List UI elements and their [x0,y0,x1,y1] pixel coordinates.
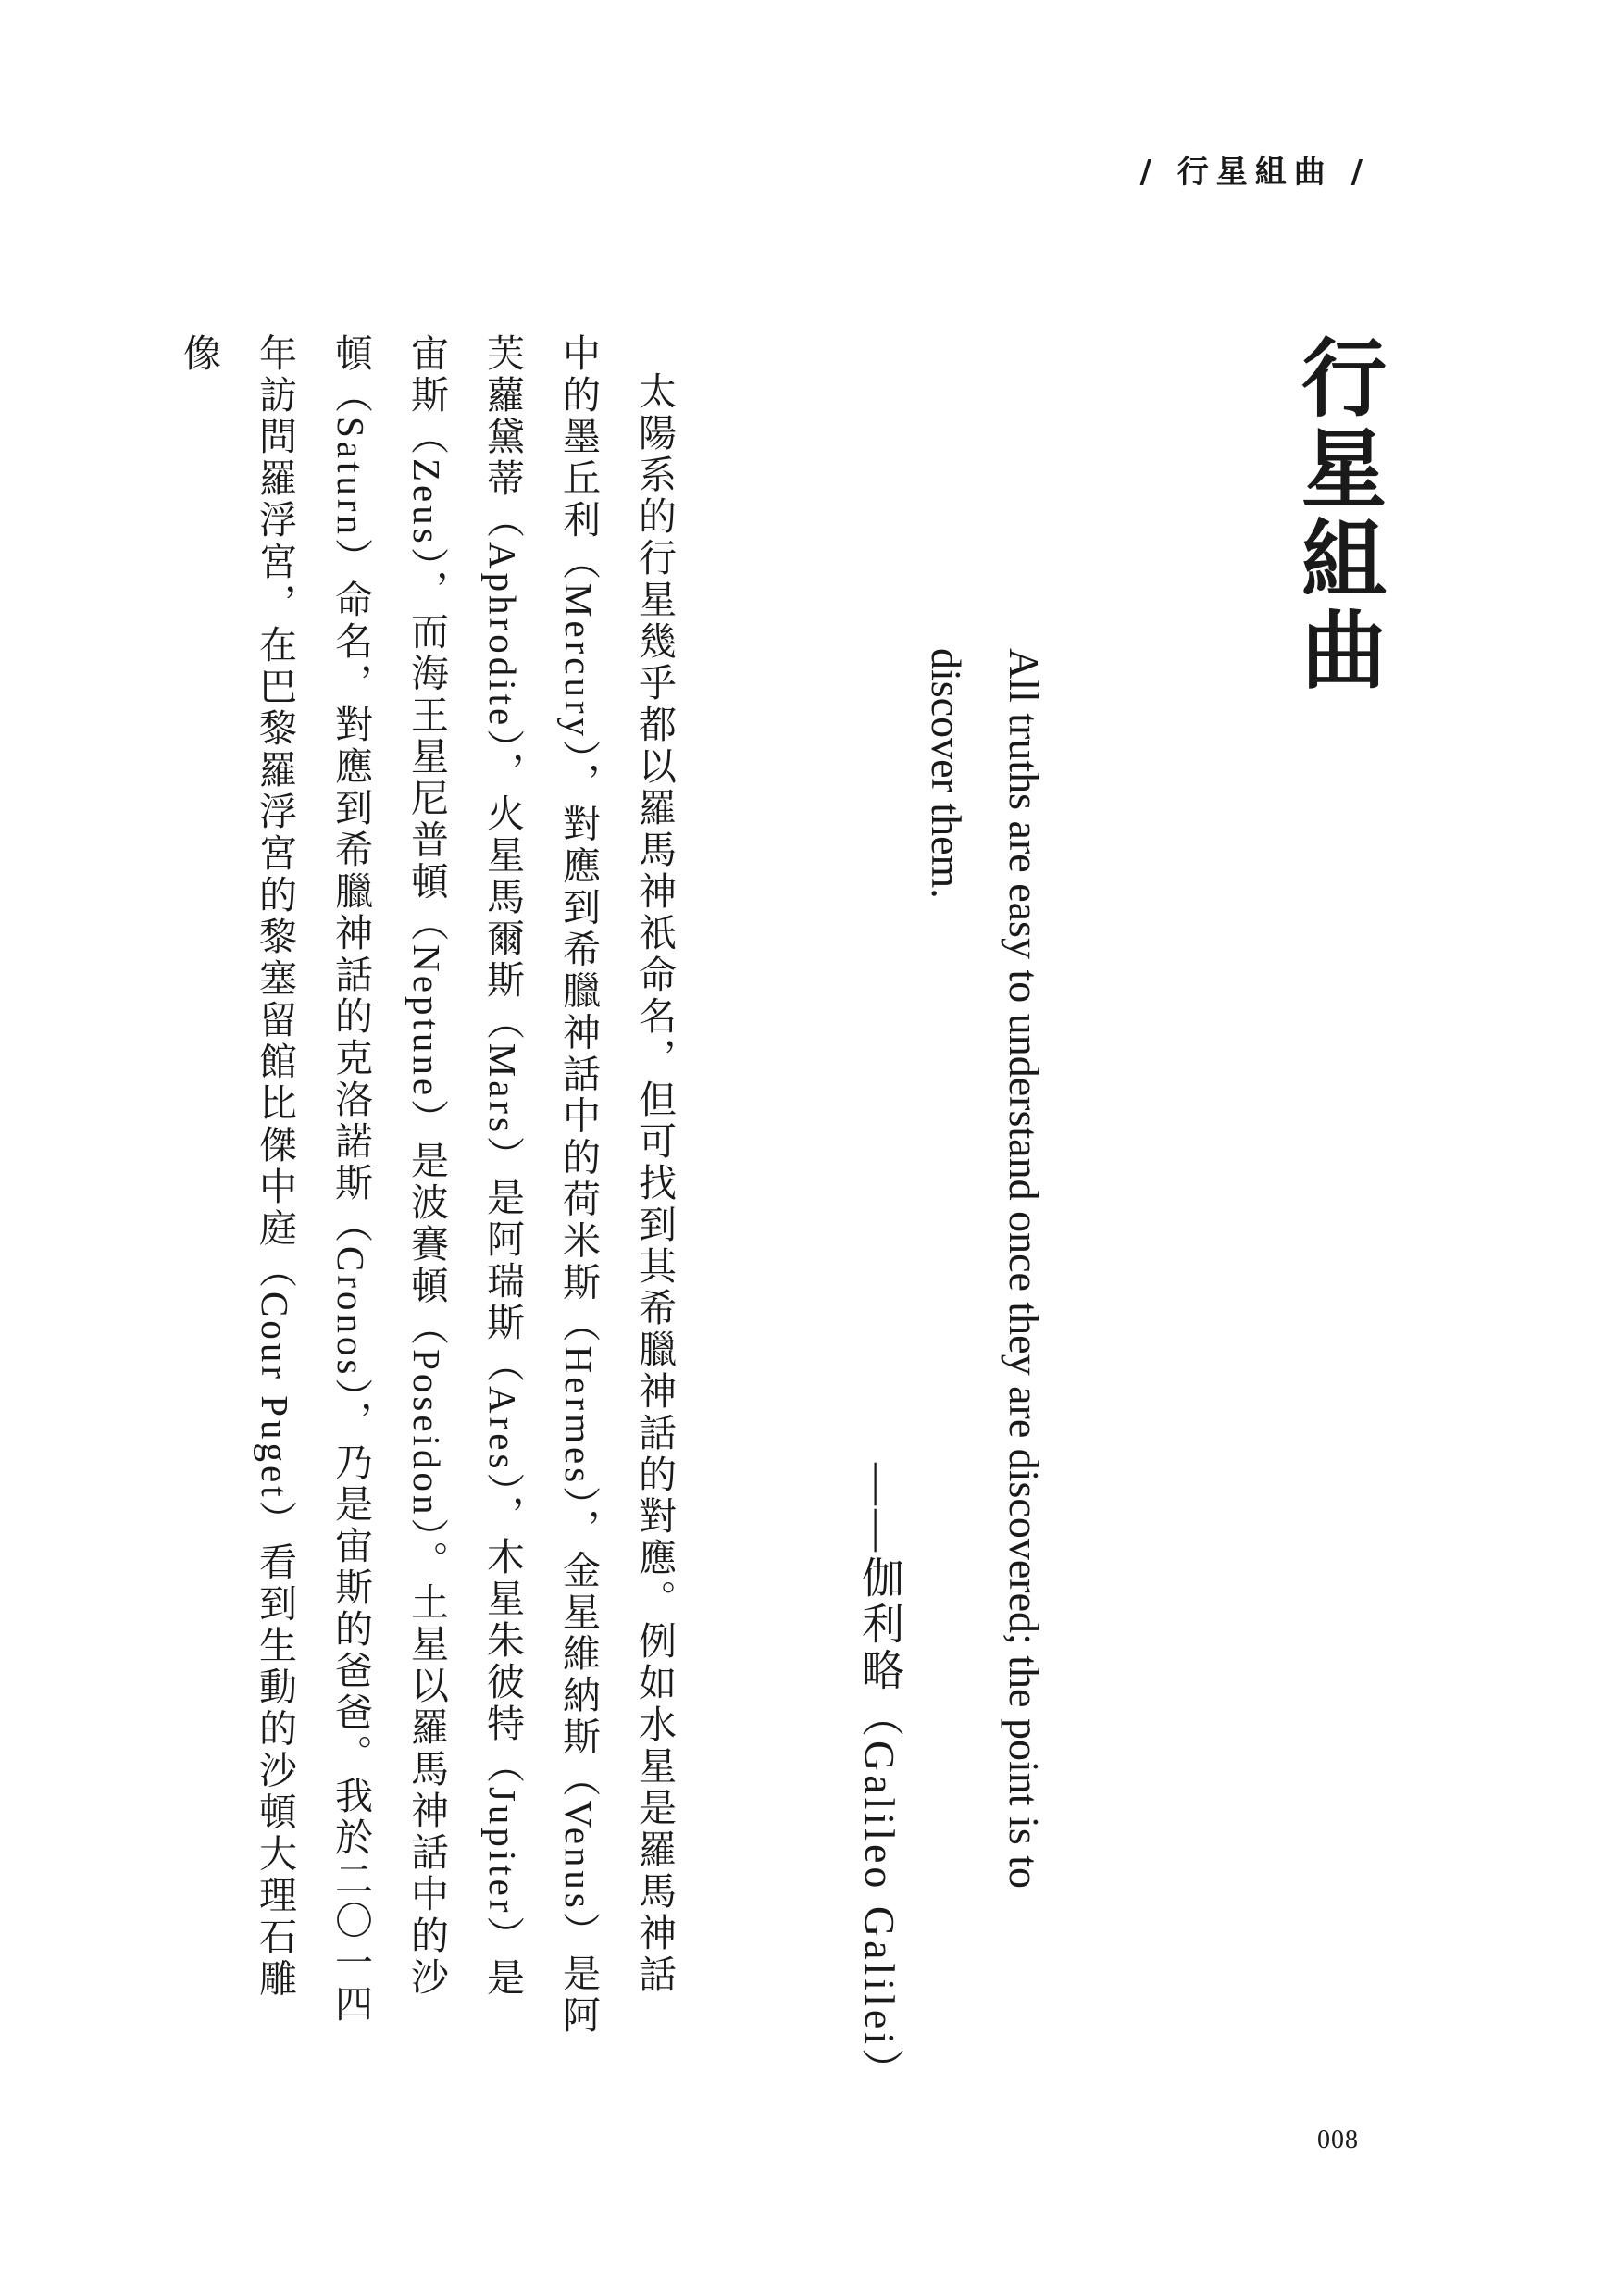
body-text [178,333,692,2037]
epigraph-quote: All truths are easy to understand once they are discovered; the point is to discover them. [923,648,1048,1889]
running-head: / 行星組曲 / [1139,154,1370,191]
chapter-title: 行星組曲 [1288,333,1387,696]
page-number: 008 [1317,2126,1359,2154]
epigraph-attribution: ——伽利略（Galileo Galilei） [856,1463,903,2095]
epigraph [907,648,1063,2037]
body-paragraph: 太陽系的行星幾乎都以羅馬神祇命名，但可找到其希臘神話的對應。例如水星是羅馬神話中的墨丘利（Mercury），對應到希臘神話中的荷米斯（Hermes），金星維納斯（Venus）是阿芙蘿黛蒂（Aphrodite），火星馬爾斯（Mars）是阿瑞斯（Ares），木星朱彼特（Jupiter）是宙斯（Zeus），而海王星尼普頓（Neptune）是波賽頓（Poseidon）。土星以羅馬神話中的沙頓（Saturn）命名，對應到希臘神話的克洛諾斯（Cronos），乃是宙斯的爸爸。我於二〇一四年訪問羅浮宮，在巴黎羅浮宮的黎塞留館比傑中庭（Cour Puget）看到生動的沙頓大理石雕像 [178,333,676,2037]
